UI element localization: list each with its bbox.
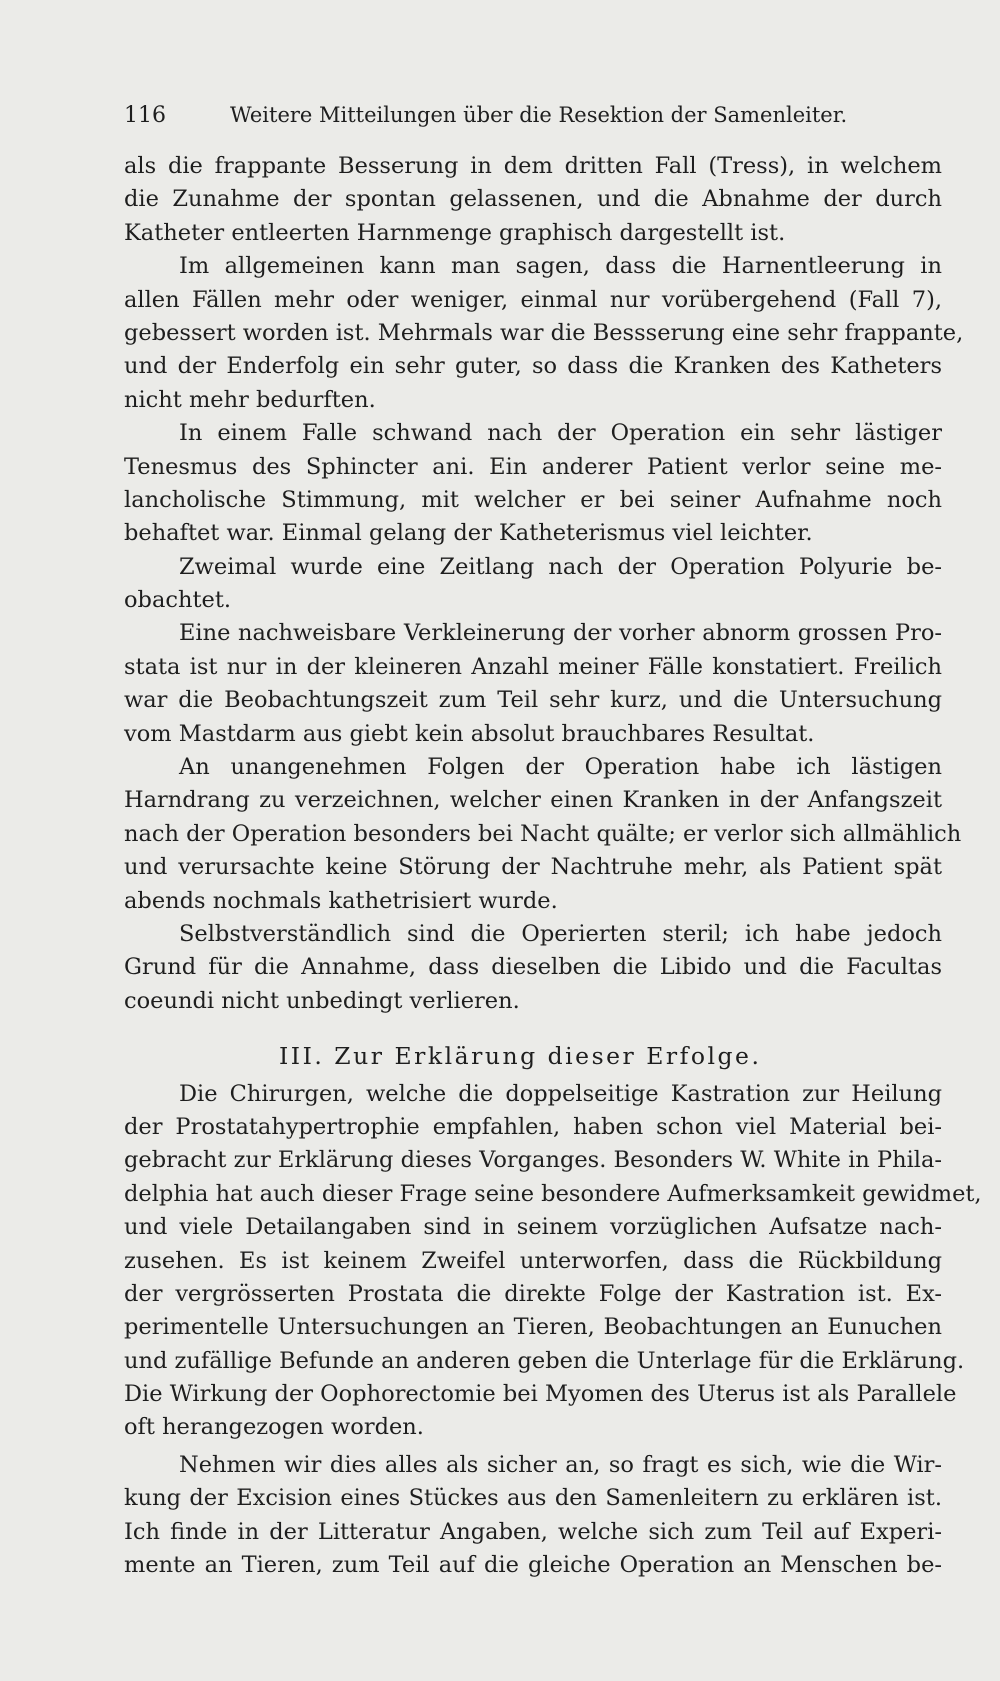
text-line: oft herangezogen worden. [124, 1414, 424, 1441]
text-line: allen Fällen mehr oder weniger, einmal nur vorübergehend (Fall 7), [124, 286, 942, 313]
text-line: der vergrösserten Prostata die direkte Folge der Kastration ist. Ex- [124, 1280, 942, 1307]
body-text [124, 150, 982, 1582]
text-line: der Prostatahypertrophie empfahlen, haben schon viel Material bei- [124, 1113, 942, 1140]
text-line: Grund für die Annahme, dass dieselben die Libido und die Facultas [124, 954, 942, 981]
section-spacer [124, 1018, 942, 1040]
text-line: lancholische Stimmung, mit welcher er bei seiner Aufnahme noch [124, 486, 942, 513]
text-line: nicht mehr bedurften. [124, 386, 376, 413]
text-line: und der Enderfolg ein sehr guter, so dass die Kranken des Katheters [124, 353, 942, 380]
text-line: Tenesmus des Sphincter ani. Ein anderer Patient verlor seine me- [124, 453, 942, 480]
page-number: 116 [124, 103, 166, 128]
text-line: In einem Falle schwand nach der Operation ein sehr lästiger [179, 420, 942, 447]
text-line: Die Wirkung der Oophorectomie bei Myomen des Uterus ist als Parallele [124, 1381, 957, 1408]
text-line: An unangenehmen Folgen der Operation habe ich lästigen [179, 754, 942, 781]
text-line: und viele Detailangaben sind in seinem vorzüglichen Aufsatze nach- [124, 1214, 942, 1241]
text-line: die Zunahme der spontan gelassenen, und die Abnahme der durch [124, 186, 942, 213]
text-line: stata ist nur in der kleineren Anzahl meiner Fälle konstatiert. Freilich [124, 653, 942, 680]
section-heading: III. Zur Erklärung dieser Erfolge. [279, 1042, 762, 1071]
text-line: mente an Tieren, zum Teil auf die gleiche Operation an Menschen be- [124, 1552, 942, 1579]
text-line: Harndrang zu verzeichnen, welcher einen Kranken in der Anfangszeit [124, 787, 942, 814]
text-line: gebessert worden ist. Mehrmals war die Bessserung eine sehr frappante, [124, 319, 964, 346]
running-header [124, 101, 848, 130]
text-line: perimentelle Untersuchungen an Tieren, Beobachtungen an Eunuchen [124, 1314, 942, 1341]
text-line: Selbstverständlich sind die Operierten steril; ich habe jedoch [179, 920, 942, 947]
text-line: Nehmen wir dies alles als sicher an, so fragt es sich, wie die Wir- [179, 1451, 942, 1478]
text-line: gebracht zur Erklärung dieses Vorganges. Besonders W. White in Phila- [124, 1147, 942, 1174]
text-line: zusehen. Es ist keinem Zweifel unterworfen, dass die Rückbildung [124, 1247, 942, 1274]
text-line: als die frappante Besserung in dem dritten Fall (Tress), in welchem [124, 153, 942, 179]
text-line: war die Beobachtungszeit zum Teil sehr kurz, und die Untersuchung [124, 687, 942, 714]
text-line: und zufällige Befunde an anderen geben die Unterlage für die Erklärung. [124, 1347, 965, 1374]
text-line: und verursachte keine Störung der Nachtruhe mehr, als Patient spät [124, 854, 942, 881]
running-title: Weitere Mitteilungen über die Resektion der Samenleiter. [230, 103, 848, 127]
text-line: kung der Excision eines Stückes aus den Samenleitern zu erklären ist. [124, 1485, 942, 1512]
text-line: Zweimal wurde eine Zeitlang nach der Operation Polyurie be- [179, 553, 942, 580]
text-line: delphia hat auch dieser Frage seine besondere Aufmerksamkeit gewidmet, [124, 1180, 982, 1207]
text-line: obachtet. [124, 587, 232, 614]
text-line: Im allgemeinen kann man sagen, dass die Harnentleerung in [179, 253, 942, 280]
text-line: behaftet war. Einmal gelang der Katheterismus viel leichter. [124, 520, 813, 547]
text-line: abends nochmals kathetrisiert wurde. [124, 887, 558, 914]
text-line: Die Chirurgen, welche die doppelseitige Kastration zur Heilung [179, 1080, 942, 1107]
text-line: Eine nachweisbare Verkleinerung der vorher abnorm grossen Pro- [179, 620, 942, 647]
text-line: nach der Operation besonders bei Nacht quälte; er verlor sich allmählich [124, 820, 962, 847]
text-line: vom Mastdarm aus giebt kein absolut brauchbares Resultat. [124, 720, 815, 747]
text-line: coeundi nicht unbedingt verlieren. [124, 987, 520, 1014]
text-line: Ich finde in der Litteratur Angaben, welche sich zum Teil auf Experi- [124, 1518, 942, 1545]
text-line: Katheter entleerten Harnmenge graphisch dargestellt ist. [124, 219, 786, 246]
